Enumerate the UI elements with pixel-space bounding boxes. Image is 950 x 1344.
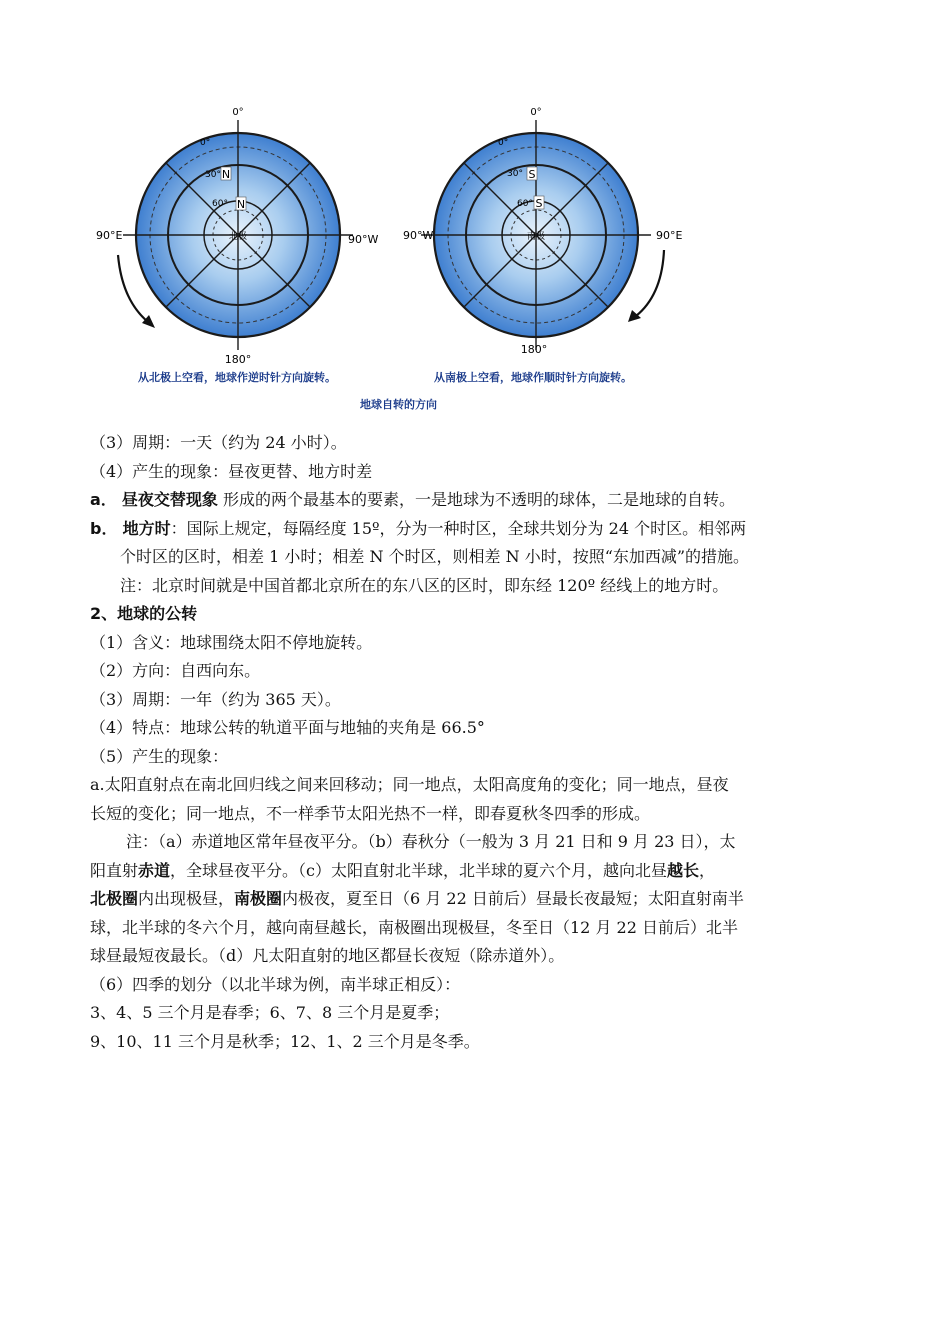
line-r5: （5）产生的现象： (90, 746, 229, 766)
label-right: 90°E (656, 229, 683, 242)
line-seasons-1: 3、4、5 三个月是春季；6、7、8 三个月是夏季； (90, 1003, 450, 1022)
south-pole-globe (403, 100, 701, 368)
line-b: b． 地方时：国际上规定，每隔经度 15º，分为一种时区，全球共划分为 24 个时区。相邻两 (90, 518, 747, 538)
line-r3: （3）周期：一年（约为 365 天）。 (90, 689, 341, 709)
label-top: 0° (530, 107, 542, 118)
line-n3: 北极圈内出现极昼，南极圈内极夜，夏至日（6 月 22 日前后）昼最长夜最短；太阳直射南半 (90, 889, 744, 908)
line-a: a． 昼夜交替现象 形成的两个最基本的要素，一是地球为不透明的球体，二是地球的自转。 (90, 490, 736, 509)
line-seasons-2: 9、10、11 三个月是秋季；12、1、2 三个月是冬季。 (90, 1031, 480, 1051)
label-lat30: 30° (205, 170, 221, 180)
label-right: 90°W (348, 233, 379, 246)
line-n4: 球，北半球的冬六个月，越向南昼越长，南极圈出现极昼，冬至日（12 月 22 日前后）北半 (90, 917, 738, 937)
right-caption: 从南极上空看，地球作顺时针方向旋转。 (434, 371, 632, 384)
label-bottom: 180° (224, 353, 252, 366)
rotation-arrow-icon (636, 250, 664, 316)
line-n5: 球昼最短夜最长。（d）凡太阳直射的地区都昼长夜短（除赤道外）。 (90, 946, 565, 965)
rotation-figure (96, 100, 698, 418)
line-r4: （4）特点：地球公转的轨道平面与地轴的夹角是 66.5° (90, 718, 485, 737)
line-ra2: 长短的变化；同一地点，不一样季节太阳光热不一样，即春夏秋冬四季的形成。 (90, 803, 651, 823)
document-body (90, 429, 870, 1056)
marker-s-1: S (528, 168, 536, 181)
marker-n-2: N (236, 198, 246, 211)
line-ra1: a.太阳直射点在南北回归线之间来回移动；同一地点，太阳高度角的变化；同一地点，昼夜 (90, 775, 729, 794)
line-r1: （1）含义：地球围绕太阳不停地旋转。 (90, 632, 373, 652)
left-caption: 从北极上空看，地球作逆时针方向旋转。 (138, 371, 336, 384)
label-lat60: 60° (517, 199, 533, 209)
label-lat60: 60° (212, 199, 228, 209)
line-r2: （2）方向：自西向东。 (90, 661, 261, 680)
line-r6: （6）四季的划分（以北半球为例，南半球正相反）： (90, 974, 461, 994)
marker-s-2: S (535, 197, 543, 210)
line-n1: 注：（a）赤道地区常年昼夜平分。（b）春秋分（一般为 3 月 21 日和 9 月 23 日），太 (126, 832, 736, 851)
label-left: 90°E (96, 229, 123, 242)
line-b-2: 个时区的区时，相差 1 小时；相差 N 个时区，则相差 N 小时，按照“东加西减”的措施。 (120, 547, 750, 566)
center-label: 南极 (526, 232, 546, 242)
line-b-note: 注：北京时间就是中国首都北京所在的东八区的区时，即东经 120º 经线上的地方时。 (120, 575, 729, 595)
marker-n-1: N (221, 168, 231, 181)
line-phenomena: （4）产生的现象：昼夜更替、地方时差 (90, 461, 373, 481)
section-revolution-title: 2、地球的公转 (90, 604, 198, 623)
label-left: 90°W (403, 229, 434, 242)
figure-title: 地球自转的方向 (360, 398, 437, 411)
line-n2: 阳直射赤道，全球昼夜平分。（c）太阳直射北半球，北半球的夏六个月，越向北昼越长， (90, 860, 716, 880)
center-label: 北极 (228, 232, 248, 242)
term-day-night: 昼夜交替现象 (121, 490, 218, 509)
north-pole-globe (96, 100, 403, 368)
label-lat0: 0° (200, 138, 211, 148)
label-bottom: 180° (520, 343, 548, 356)
label-top: 0° (232, 107, 244, 118)
label-lat30: 30° (507, 169, 523, 179)
label-lat0: 0° (498, 138, 509, 148)
line-period: （3）周期：一天（约为 24 小时）。 (90, 433, 347, 452)
term-local-time: 地方时 (122, 518, 171, 538)
